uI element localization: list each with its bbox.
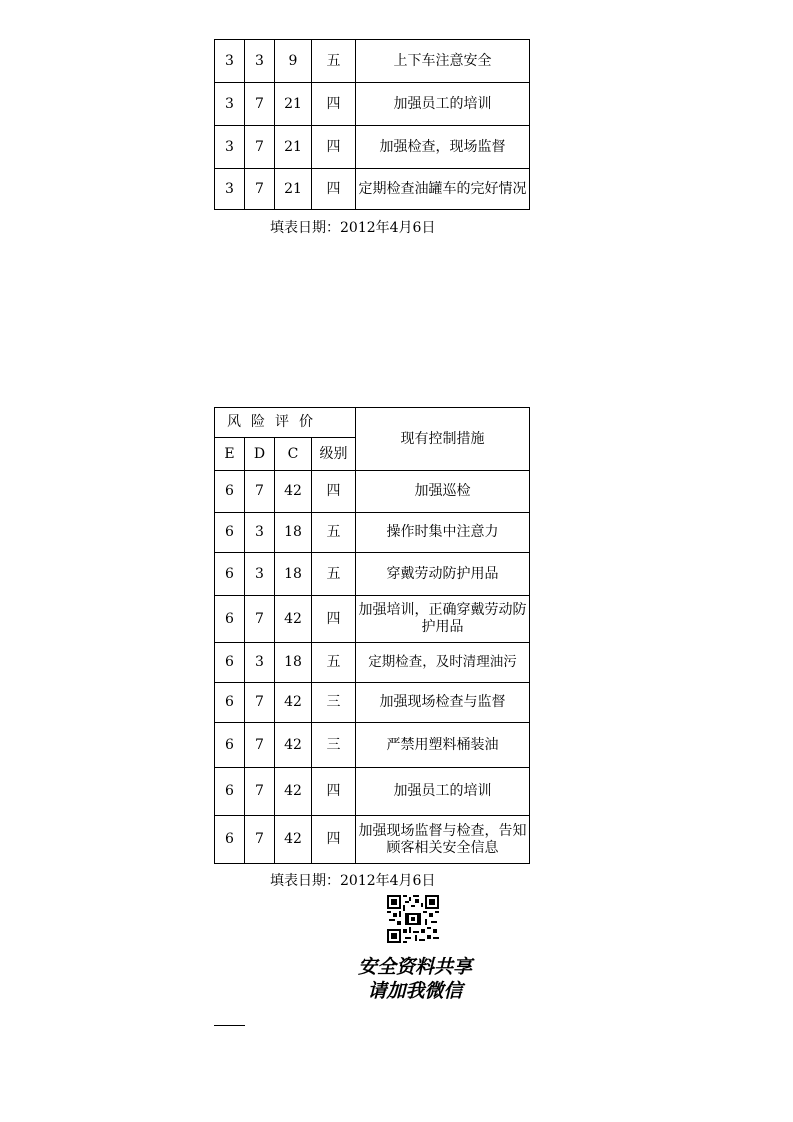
table-row <box>215 471 530 513</box>
cell-level: 五 <box>312 553 356 596</box>
cell-level: 五 <box>312 513 356 553</box>
cell-level: 四 <box>312 471 356 513</box>
cell-e: 6 <box>215 816 245 864</box>
risk-table-2 <box>214 407 530 864</box>
cell-measure: 定期检查，及时清理油污 <box>356 643 530 683</box>
cell-level: 四 <box>312 596 356 643</box>
cell-e: 3 <box>215 40 245 83</box>
cell-d: 3 <box>245 40 275 83</box>
cell-e: 6 <box>215 553 245 596</box>
header-e: E <box>215 438 245 471</box>
cell-c: 18 <box>275 553 312 596</box>
cell-measure: 加强巡检 <box>356 471 530 513</box>
cell-d: 3 <box>245 643 275 683</box>
cell-d: 7 <box>245 596 275 643</box>
table-row <box>215 553 530 596</box>
cell-e: 6 <box>215 643 245 683</box>
cell-measure: 严禁用塑料桶装油 <box>356 723 530 768</box>
cell-e: 3 <box>215 83 245 126</box>
cell-measure: 上下车注意安全 <box>356 40 530 83</box>
cell-c: 21 <box>275 169 312 210</box>
cell-c: 9 <box>275 40 312 83</box>
cell-level: 四 <box>312 768 356 816</box>
promo-text-line2: 请加我微信 <box>367 980 463 1002</box>
cell-measure: 加强培训，正确穿戴劳动防护用品 <box>356 596 530 643</box>
footnote-divider <box>214 1025 245 1026</box>
cell-c: 42 <box>275 768 312 816</box>
table-row <box>215 768 530 816</box>
cell-c: 42 <box>275 596 312 643</box>
cell-d: 3 <box>245 513 275 553</box>
cell-level: 五 <box>312 643 356 683</box>
header-d: D <box>245 438 275 471</box>
cell-c: 42 <box>275 816 312 864</box>
cell-e: 6 <box>215 513 245 553</box>
cell-d: 3 <box>245 553 275 596</box>
cell-c: 18 <box>275 513 312 553</box>
cell-c: 18 <box>275 643 312 683</box>
cell-measure: 穿戴劳动防护用品 <box>356 553 530 596</box>
cell-e: 6 <box>215 596 245 643</box>
table-row <box>215 723 530 768</box>
cell-c: 42 <box>275 723 312 768</box>
cell-level: 四 <box>312 126 356 169</box>
cell-d: 7 <box>245 83 275 126</box>
table-row <box>215 596 530 643</box>
risk-table-1 <box>214 39 530 210</box>
table-row <box>215 83 530 126</box>
cell-c: 42 <box>275 471 312 513</box>
cell-c: 21 <box>275 126 312 169</box>
table-row <box>215 513 530 553</box>
cell-level: 四 <box>312 83 356 126</box>
fill-date: 填表日期：2012年4月6日 <box>270 873 436 889</box>
header-risk-evaluation: 风险评价 <box>215 408 356 438</box>
table-row <box>215 816 530 864</box>
table-row <box>215 683 530 723</box>
cell-measure: 加强检查，现场监督 <box>356 126 530 169</box>
table-row <box>215 169 530 210</box>
cell-d: 7 <box>245 169 275 210</box>
cell-e: 6 <box>215 723 245 768</box>
cell-measure: 加强员工的培训 <box>356 83 530 126</box>
table-row <box>215 126 530 169</box>
cell-level: 三 <box>312 723 356 768</box>
header-control-measures: 现有控制措施 <box>356 408 530 471</box>
cell-level: 四 <box>312 169 356 210</box>
cell-level: 三 <box>312 683 356 723</box>
cell-d: 7 <box>245 816 275 864</box>
promo-text-line1: 安全资料共享 <box>357 956 472 978</box>
cell-c: 21 <box>275 83 312 126</box>
cell-e: 6 <box>215 768 245 816</box>
cell-measure: 加强现场监督与检查，告知顾客相关安全信息 <box>356 816 530 864</box>
cell-d: 7 <box>245 471 275 513</box>
table-row <box>215 40 530 83</box>
cell-c: 42 <box>275 683 312 723</box>
cell-d: 7 <box>245 723 275 768</box>
cell-e: 6 <box>215 471 245 513</box>
cell-e: 6 <box>215 683 245 723</box>
cell-level: 四 <box>312 816 356 864</box>
cell-d: 7 <box>245 683 275 723</box>
header-row <box>215 408 530 438</box>
header-c: C <box>275 438 312 471</box>
table-row <box>215 643 530 683</box>
cell-d: 7 <box>245 126 275 169</box>
cell-d: 7 <box>245 768 275 816</box>
cell-measure: 操作时集中注意力 <box>356 513 530 553</box>
header-level: 级别 <box>312 438 356 471</box>
qr-code-icon <box>387 895 439 943</box>
cell-measure: 加强现场检查与监督 <box>356 683 530 723</box>
cell-measure: 加强员工的培训 <box>356 768 530 816</box>
cell-e: 3 <box>215 126 245 169</box>
cell-e: 3 <box>215 169 245 210</box>
cell-measure: 定期检查油罐车的完好情况 <box>356 169 530 210</box>
fill-date: 填表日期：2012年4月6日 <box>270 220 436 236</box>
cell-level: 五 <box>312 40 356 83</box>
